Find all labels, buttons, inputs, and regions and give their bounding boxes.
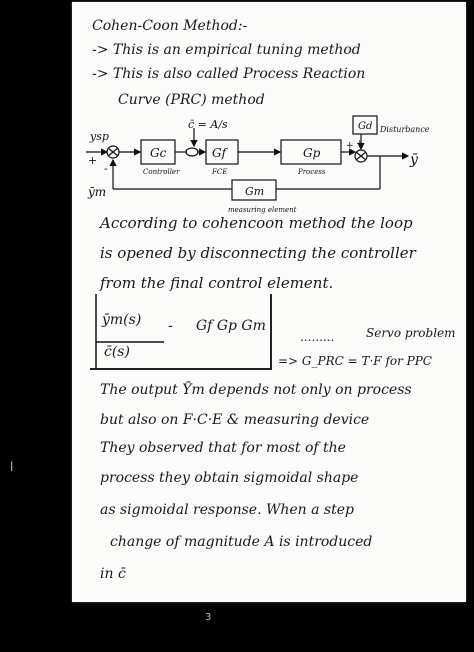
minus-label: -	[104, 162, 108, 175]
para2-line-6: change of magnitude A is introduced	[110, 534, 373, 550]
eq-denominator: c̄(s)	[104, 344, 130, 360]
gp-caption: Process	[298, 168, 326, 176]
gprc-line: => G_PRC = T·F for PPC	[278, 354, 432, 368]
gc-label: Gc	[150, 146, 167, 160]
gd-label: Gd	[358, 121, 373, 132]
svg-text:+: +	[356, 139, 364, 149]
y-output-label: ȳ	[410, 152, 418, 168]
notes-line-3: Curve (PRC) method	[118, 92, 265, 108]
gp-label: Gp	[303, 146, 321, 160]
c-step-label: c̄ = A/s	[188, 118, 228, 131]
gm-caption: measuring element	[228, 206, 297, 214]
page-number: 3	[205, 612, 212, 623]
para1-line-2: is opened by disconnecting the controller	[100, 244, 416, 262]
para2-line-2: but also on F·C·E & measuring device	[100, 412, 370, 428]
notes-title: Cohen-Coon Method:-	[92, 18, 248, 34]
ysp-label: ysp	[90, 130, 109, 143]
gf-caption: FCE	[212, 168, 228, 176]
plus-label: +	[88, 154, 98, 167]
para2-line-1: The output Ȳm depends not only on process	[100, 382, 412, 398]
eq-numerator: ȳm(s)	[102, 312, 142, 328]
svg-text:+: +	[346, 141, 354, 151]
eq-rhs: Gf Gp Gm	[196, 318, 266, 334]
eq-dots: .........	[300, 330, 335, 344]
para2-line-4: process they obtain sigmoidal shape	[100, 470, 359, 486]
gm-label: Gm	[245, 185, 265, 198]
para1-line-3: from the final control element.	[100, 274, 334, 292]
gc-caption: Controller	[143, 168, 180, 176]
para2-line-3: They observed that for most of the	[100, 440, 346, 456]
gd-caption: Disturbance	[380, 125, 430, 134]
notes-line-1: -> This is an empirical tuning method	[92, 42, 361, 58]
gf-label: Gf	[212, 146, 227, 160]
notes-line-2: -> This is also called Process Reaction	[92, 66, 366, 82]
margin-mark: l	[10, 460, 14, 474]
eq-dash: -	[168, 318, 173, 334]
para1-line-1: According to cohencoon method the loop	[100, 214, 413, 232]
para2-line-5: as sigmoidal response. When a step	[100, 502, 354, 518]
servo-label: Servo problem	[366, 326, 456, 340]
ym-label: ȳm	[88, 185, 107, 199]
para2-line-7: in c̄	[100, 566, 126, 582]
